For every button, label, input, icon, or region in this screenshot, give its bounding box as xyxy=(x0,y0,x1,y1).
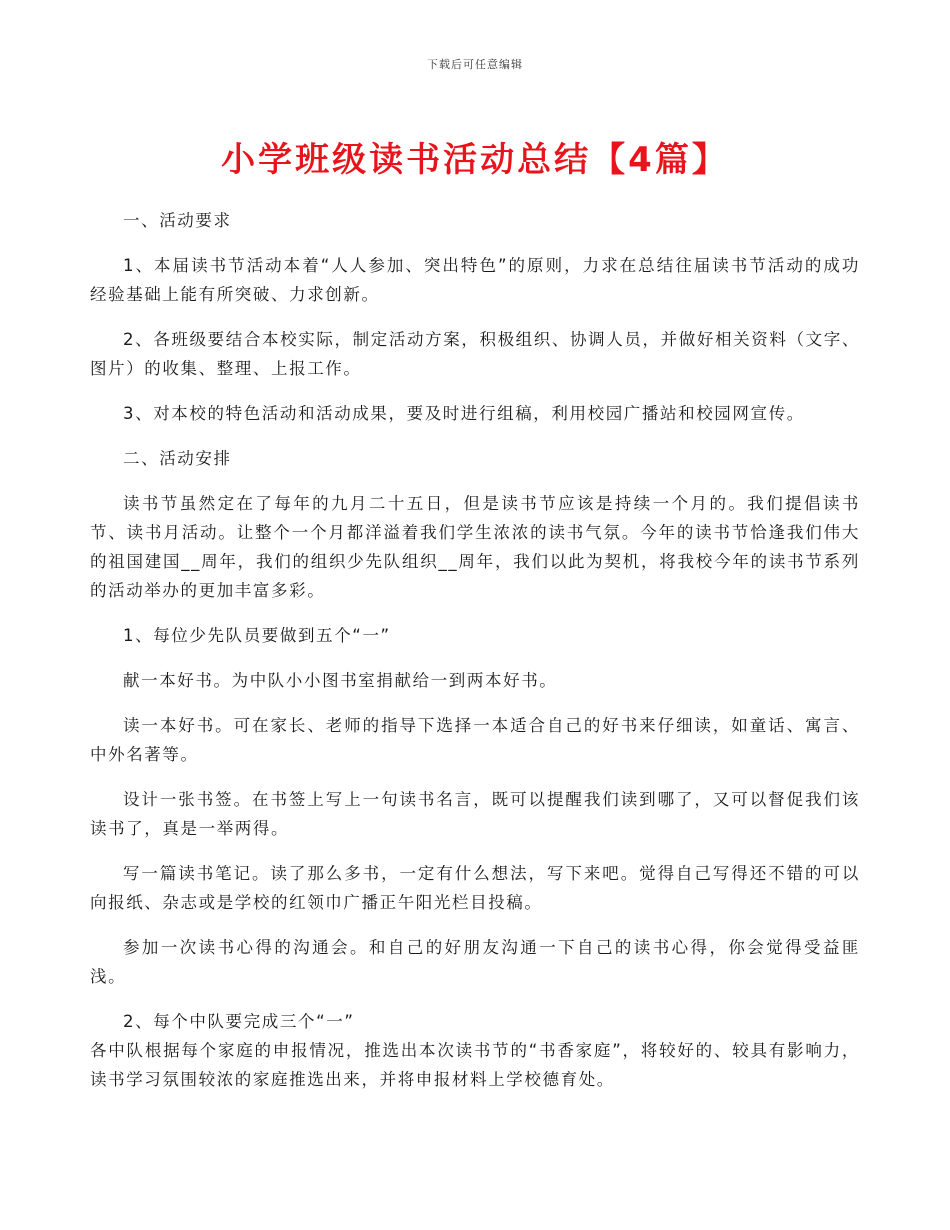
section-heading: 二、活动安排 xyxy=(123,449,232,468)
document-body xyxy=(90,206,860,1110)
paragraph: 读一本好书。可在家长、老师的指导下选择一本适合自己的好书来仔细读，如童话、寓言、中外名著等。 xyxy=(90,716,860,764)
paragraph: 2、各班级要结合本校实际，制定活动方案，积极组织、协调人员，并做好相关资料（文字、图片）的收集、整理、上报工作。 xyxy=(90,330,860,378)
header-note: 下载后可任意编辑 xyxy=(427,58,523,71)
subsection-heading: 2、每个中队要完成三个“一” xyxy=(123,1012,355,1031)
section-heading: 一、活动要求 xyxy=(123,211,232,230)
subsection-heading: 1、每位少先队员要做到五个“一” xyxy=(123,626,391,645)
paragraph: 参加一次读书心得的沟通会。和自己的好朋友沟通一下自己的读书心得，你会觉得受益匪浅。 xyxy=(90,938,860,986)
paragraph: 1、本届读书节活动本着“人人参加、突出特色”的原则，力求在总结往届读书节活动的成功经验基础上能有所突破、力求创新。 xyxy=(90,256,860,304)
paragraph: 写一篇读书笔记。读了那么多书，一定有什么想法，写下来吧。觉得自己写得还不错的可以向报纸、杂志或是学校的红领巾广播正午阳光栏目投稿。 xyxy=(90,864,860,912)
paragraph: 献一本好书。为中队小小图书室捐献给一到两本好书。 xyxy=(123,671,558,690)
paragraph: 3、对本校的特色活动和活动成果，要及时进行组稿，利用校园广播站和校园网宣传。 xyxy=(123,404,805,423)
paragraph: 读书节虽然定在了每年的九月二十五日，但是读书节应该是持续一个月的。我们提倡读书节、读书月活动。让整个一个月都洋溢着我们学生浓浓的读书气氛。今年的读书节恰逢我们伟大的祖国建国__周年，我们的组织少先队组织__周年，我们以此为契机，将我校今年的读书节系列的活动举办的更加丰富多彩。 xyxy=(90,494,860,600)
paragraph: 各中队根据每个家庭的申报情况，推选出本次读书节的“书香家庭”，将较好的、较具有影响力，读书学习氛围较浓的家庭推选出来，并将申报材料上学校德育处。 xyxy=(90,1041,860,1089)
document-title: 小学班级读书活动总结【4篇】 xyxy=(221,140,729,180)
paragraph: 设计一张书签。在书签上写上一句读书名言，既可以提醒我们读到哪了，又可以督促我们该读书了，真是一举两得。 xyxy=(90,790,860,838)
